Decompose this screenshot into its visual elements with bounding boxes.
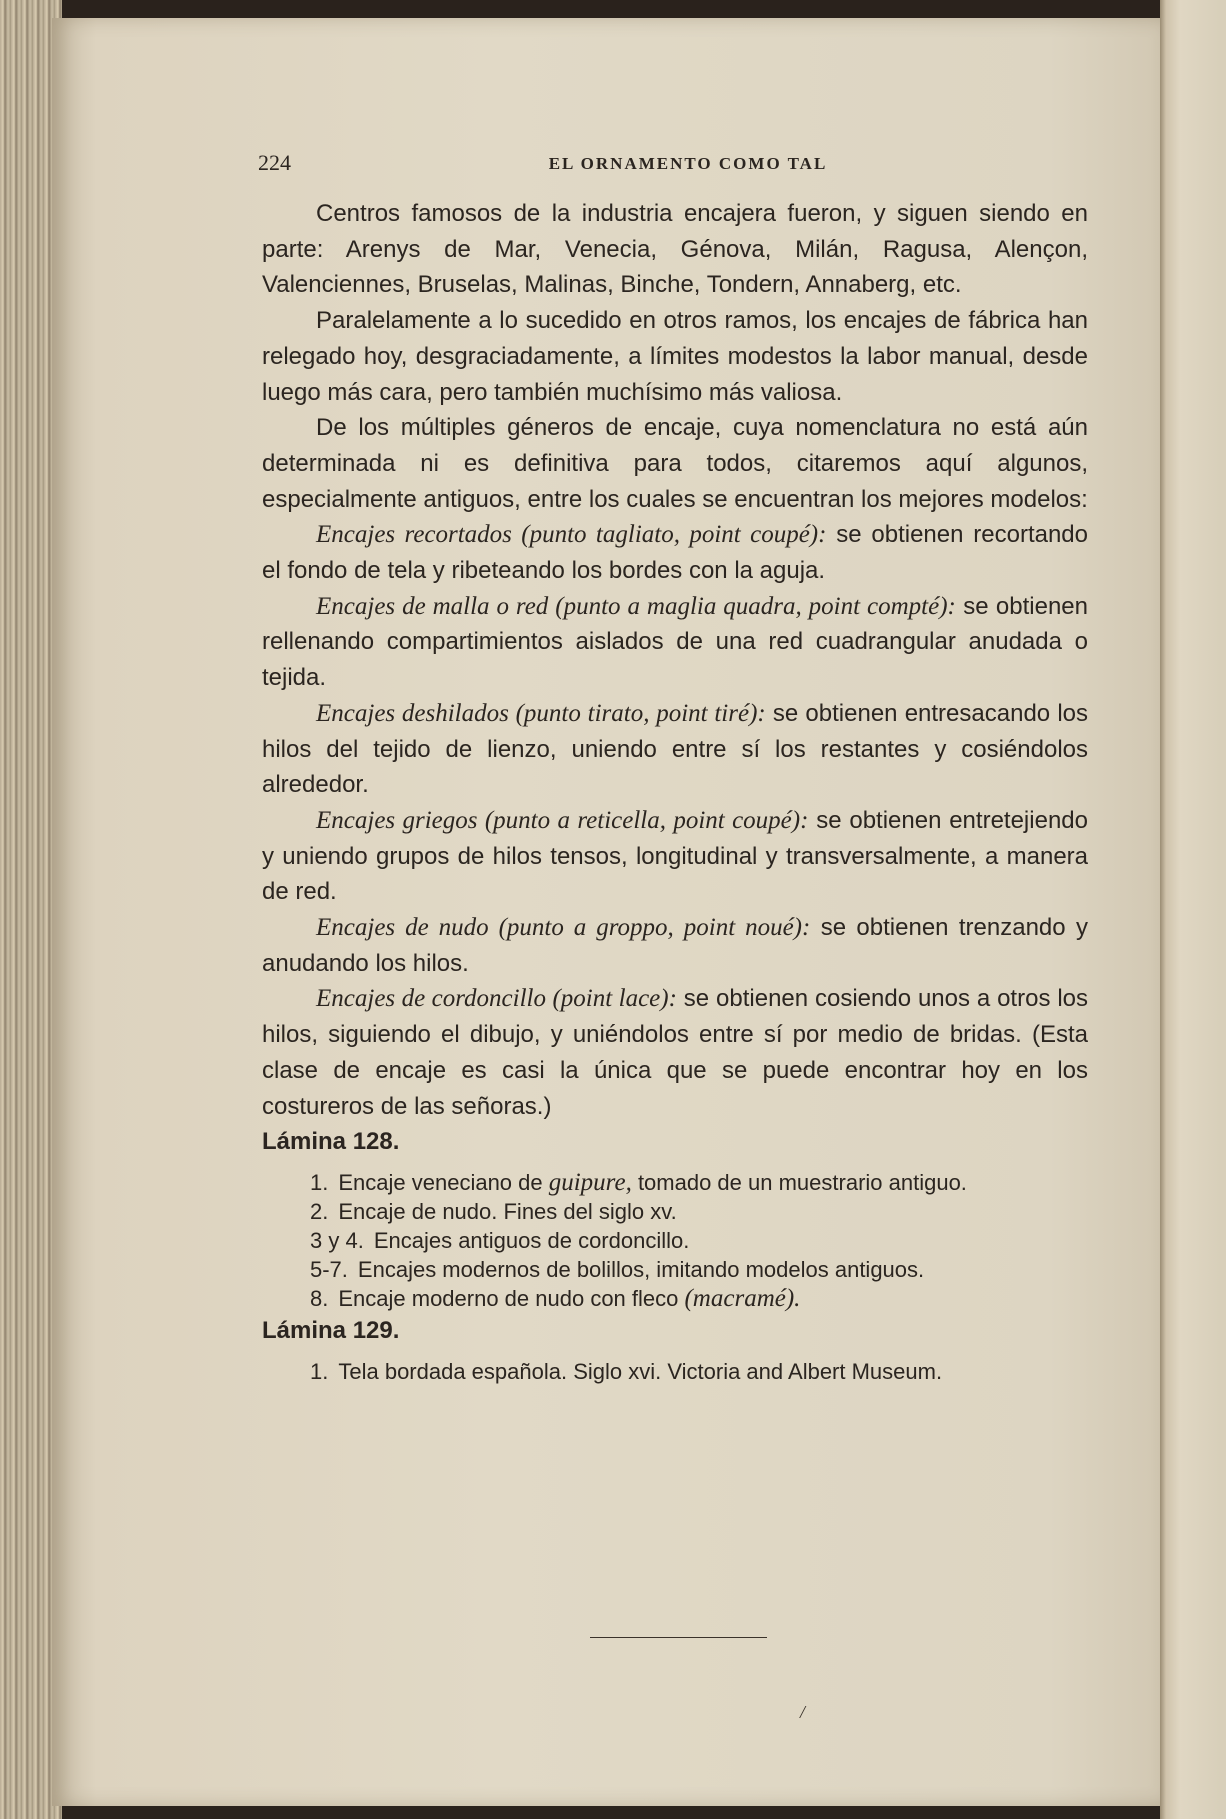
running-head: EL ORNAMENTO COMO TAL [548,154,828,173]
lace-definition [262,589,1088,696]
page-body [262,196,1088,1386]
stray-mark: / [800,1702,806,1722]
page-header [258,150,1088,180]
item-text: tomado de un muestrario antiguo. [631,1169,967,1195]
paragraph: Paralelamente a lo sucedido en otros ramos, los encajes de fábrica han relegado hoy, desgraciadamente, a límites modestos la labor manual, desde luego más cara, pero también muchísimo más valiosa. [262,307,1088,406]
lace-description: se obtienen trenzando y anudando los hilos. [262,914,1088,977]
lace-term: Encajes de malla o red (punto a maglia quadra, point compté): [316,592,956,620]
lace-definition [262,910,1088,981]
plate-129-list [262,1357,1088,1386]
item-number: 3 y 4. [310,1227,364,1253]
lace-description: se obtienen recortando el fondo de tela y ribeteando los bordes con la aguja. [262,521,1088,585]
page-edge [1160,0,1226,1819]
lace-description: se obtienen entresacando los hilos del tejido de lienzo, uniendo entre sí los restantes y cosiéndolos alrededor. [262,699,1088,799]
plate-128-list [262,1168,1088,1313]
item-italic: guipure, [548,1168,632,1196]
lace-description: se obtienen entretejiendo y uniendo grupos de hilos tensos, longitudinal y transversalmente, a manera de red. [262,806,1088,906]
lace-term: Encajes deshilados (punto tirato, point tiré): [316,699,766,727]
lace-term: Encajes de cordoncillo (point lace): [316,985,677,1013]
lace-definition [262,803,1088,910]
page-number: 224 [258,150,291,175]
list-item [262,1226,1088,1255]
section-rule [590,1637,767,1638]
list-item [262,1284,1088,1313]
list-item [262,1197,1088,1226]
item-number: 1. [310,1358,329,1384]
list-item [262,1357,1088,1386]
item-text: Encaje moderno de nudo con fleco [338,1285,685,1311]
paragraph: De los múltiples géneros de encaje, cuya nomenclatura no está aún determinada ni es definitiva para todos, citaremos aquí algunos, especialmente antiguos, entre los cuales se encuentran los mejores modelos: [262,414,1088,513]
lace-description: se obtienen rellenando compartimientos aislados de una red cuadrangular anudada o tejida. [262,592,1088,692]
plate-129-title: Lámina 129. [262,1316,400,1344]
item-number: 5-7. [310,1256,348,1282]
lace-term: Encajes griegos (punto a reticella, point coupé): [316,806,809,834]
list-item [262,1255,1088,1284]
item-text: Encaje de nudo. Fines del siglo xv. [338,1198,677,1224]
lace-term: Encajes de nudo (punto a groppo, point noué): [316,914,811,942]
lace-definition [262,696,1088,803]
lace-term: Encajes recortados (punto tagliato, point coupé): [316,521,827,549]
list-item [262,1168,1088,1197]
item-text: Encajes modernos de bolillos, imitando modelos antiguos. [357,1256,925,1282]
plate-128-title: Lámina 128. [262,1128,400,1156]
item-text: Encaje veneciano de [338,1169,549,1195]
item-number: 8. [310,1285,329,1311]
lace-definition [262,517,1088,588]
item-number: 2. [310,1198,329,1224]
item-italic: (macramé). [684,1284,801,1312]
paragraph: Centros famosos de la industria encajera fueron, y siguen siendo en parte: Arenys de Mar, Venecia, Génova, Milán, Ragusa, Alençon, Valenciennes, Bruselas, Malinas, Binche, Tondern, Annaberg, etc. [262,200,1088,299]
lace-definition [262,981,1088,1124]
item-text: Encajes antiguos de cordoncillo. [373,1227,690,1253]
lace-description: se obtienen cosiendo unos a otros los hilos, siguiendo el dibujo, y uniéndolos entre sí por medio de bridas. (Esta clase de encaje es casi la única que se puede encontrar hoy en los costureros de las señoras.) [262,985,1088,1120]
item-text: Tela bordada española. Siglo xvi. Victoria and Albert Museum. [338,1358,943,1384]
item-number: 1. [310,1169,329,1195]
